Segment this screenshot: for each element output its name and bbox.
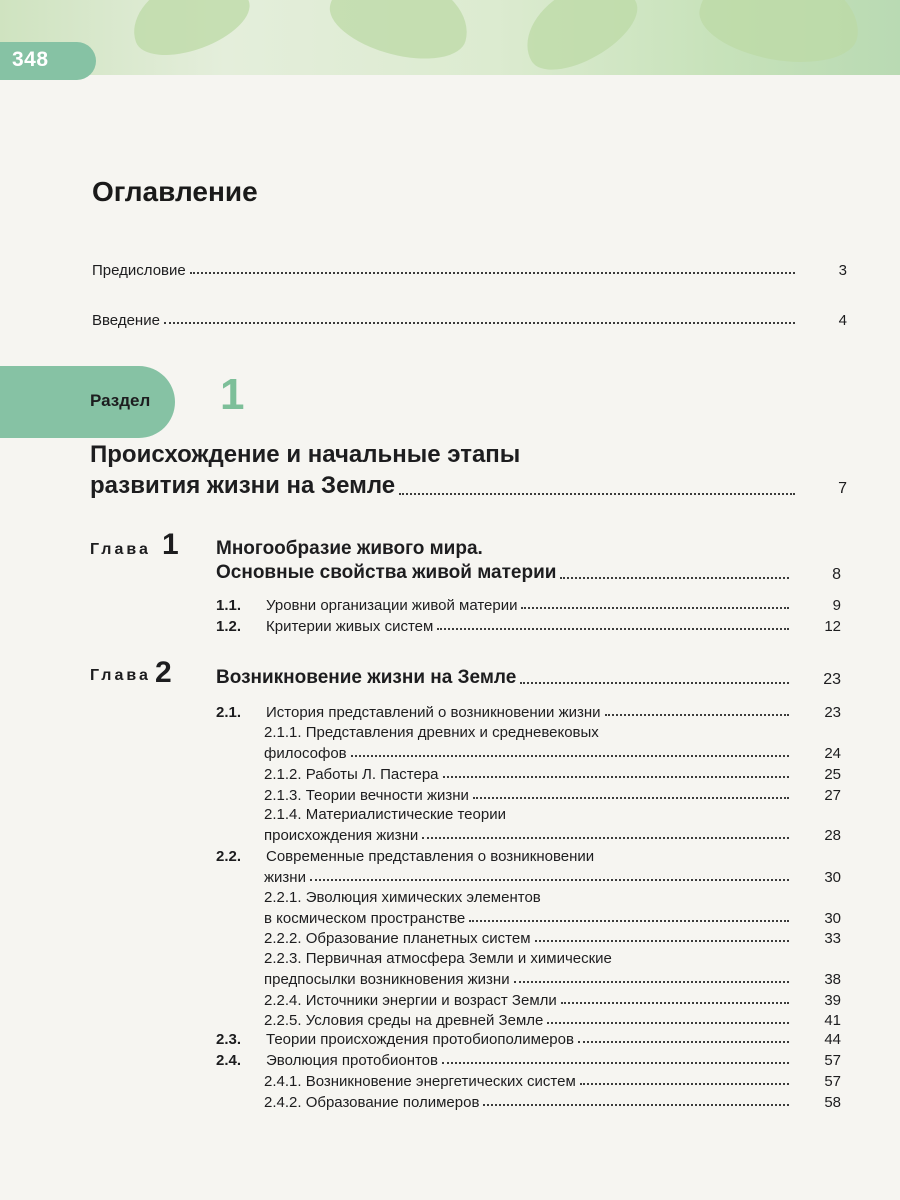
toc-entry-chapter-1[interactable]: Основные свойства живой материи 8 <box>216 562 841 583</box>
toc-entry-1-2[interactable]: 1.2. Критерии живых систем 12 <box>216 618 841 635</box>
chapter-label: Глава <box>90 541 151 558</box>
leaf-decoration <box>322 0 478 72</box>
toc-entry-2-1-4-line1: 2.1.4. Материалистические теории <box>264 806 506 823</box>
page-title: Оглавление <box>92 176 258 207</box>
toc-entry-2-1-4[interactable]: происхождения жизни 28 <box>264 827 841 844</box>
toc-entry-2-2-1[interactable]: в космическом пространстве 30 <box>264 910 841 927</box>
section-number: 1 <box>220 370 245 419</box>
toc-entry-2-1-3[interactable]: 2.1.3. Теории вечности жизни 27 <box>264 787 841 804</box>
toc-entry-2-2-line1: 2.2. Современные представления о возникновении <box>216 848 595 865</box>
toc-entry-2-1-2[interactable]: 2.1.2. Работы Л. Пастера 25 <box>264 766 841 783</box>
toc-entry-chapter-2[interactable]: Возникновение жизни на Земле 23 <box>216 667 841 688</box>
toc-entry-2-2[interactable]: жизни 30 <box>264 869 841 886</box>
header-decoration <box>0 0 900 75</box>
toc-entry-2-2-5[interactable]: 2.2.5. Условия среды на древней Земле 41 <box>264 1012 841 1029</box>
leaf-decoration <box>511 0 650 75</box>
toc-entry-2-2-1-line1: 2.2.1. Эволюция химических элементов <box>264 889 541 906</box>
toc-entry-2-4-2[interactable]: 2.4.2. Образование полимеров 58 <box>264 1094 841 1111</box>
toc-entry-2-4-1[interactable]: 2.4.1. Возникновение энергетических систем 57 <box>264 1073 841 1090</box>
toc-entry-2-3[interactable]: 2.3. Теории происхождения протобиополимеров 44 <box>216 1031 841 1048</box>
toc-entry-introduction[interactable]: Введение 4 <box>92 312 847 329</box>
toc-entry-2-1-1-line1: 2.1.1. Представления древних и средневековых <box>264 724 599 741</box>
toc-entry-preface[interactable]: Предисловие 3 <box>92 262 847 279</box>
toc-entry-section-1[interactable]: развития жизни на Земле 7 <box>90 472 847 499</box>
chapter-title: Многообразие живого мира. <box>216 538 483 559</box>
chapter-number: 2 <box>155 656 172 689</box>
toc-entry-2-2-4[interactable]: 2.2.4. Источники энергии и возраст Земли 39 <box>264 992 841 1009</box>
chapter-label: Глава <box>90 667 151 684</box>
section-title: Происхождение и начальные этапы <box>90 441 521 468</box>
toc-entry-2-4[interactable]: 2.4. Эволюция протобионтов 57 <box>216 1052 841 1069</box>
toc-entry-2-1[interactable]: 2.1. История представлений о возникновении жизни 23 <box>216 704 841 721</box>
leaf-decoration <box>693 0 866 73</box>
toc-entry-2-1-1[interactable]: философов 24 <box>264 745 841 762</box>
toc-entry-1-1[interactable]: 1.1. Уровни организации живой материи 9 <box>216 597 841 614</box>
toc-entry-2-2-3-line1: 2.2.3. Первичная атмосфера Земли и химические <box>264 950 612 967</box>
toc-entry-2-2-2[interactable]: 2.2.2. Образование планетных систем 33 <box>264 930 841 947</box>
chapter-number: 1 <box>162 528 179 561</box>
section-label: Раздел <box>90 391 151 410</box>
leaf-decoration <box>122 0 259 68</box>
toc-entry-2-2-3[interactable]: предпосылки возникновения жизни 38 <box>264 971 841 988</box>
page-number: 348 <box>12 48 49 71</box>
